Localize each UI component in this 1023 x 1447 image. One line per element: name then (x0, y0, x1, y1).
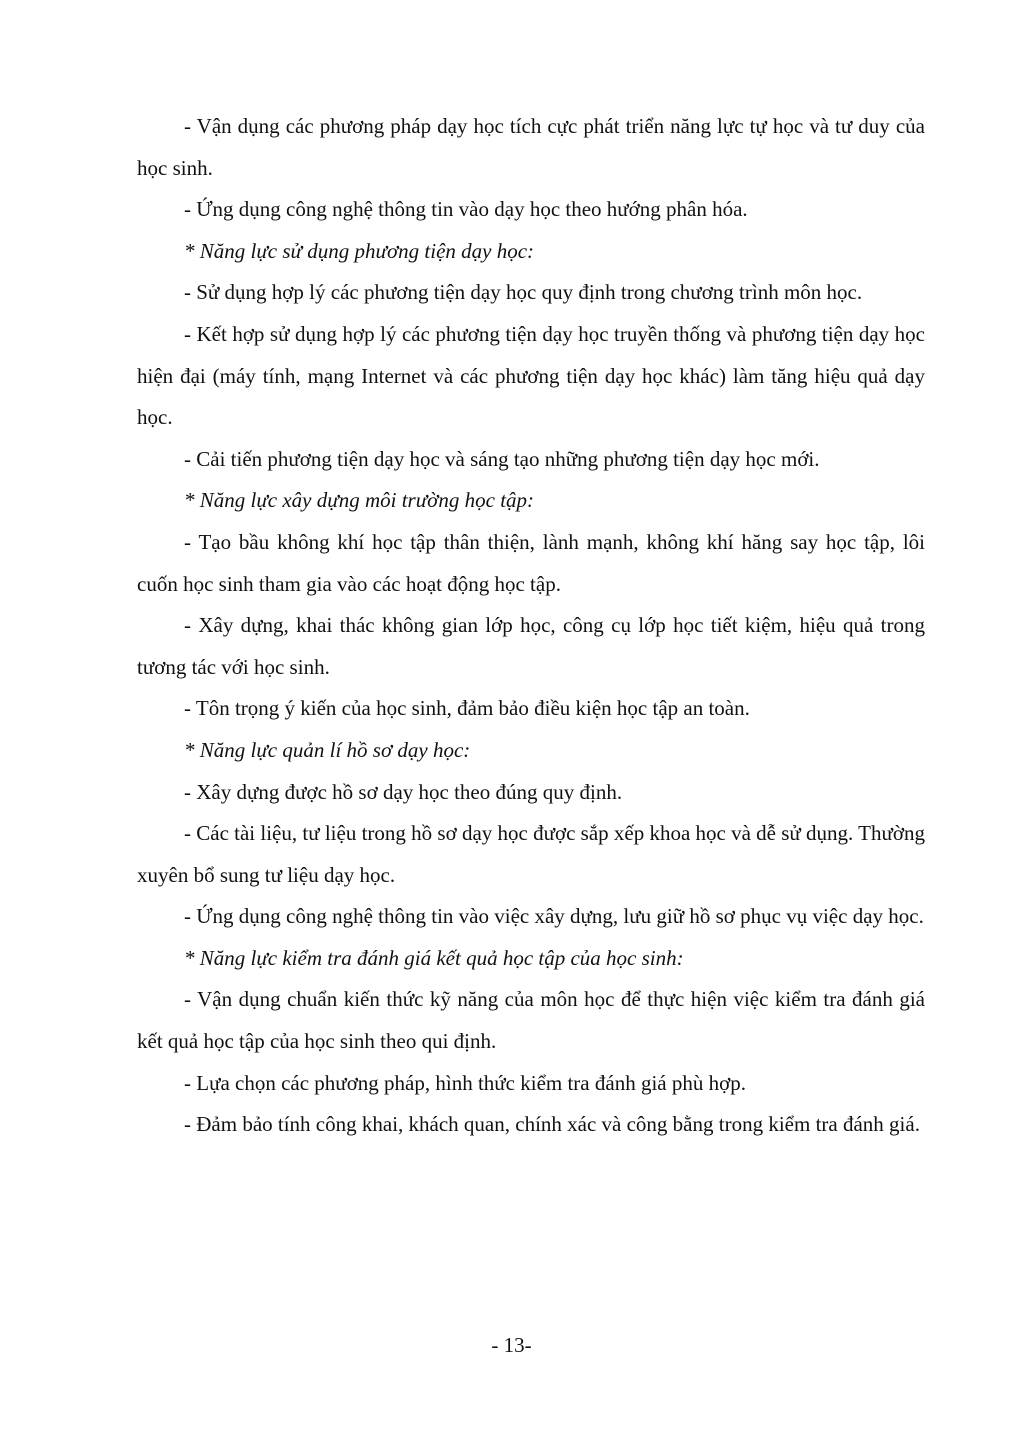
paragraph: - Ứng dụng công nghệ thông tin vào dạy học theo hướng phân hóa. (184, 197, 748, 222)
section-heading: * Năng lực sử dụng phương tiện dạy học: (184, 238, 535, 263)
paragraph: - Xây dựng, khai thác không gian lớp học, công cụ lớp học tiết kiệm, hiệu quả trong tương tác với học sinh. (137, 613, 925, 679)
paragraph: - Các tài liệu, tư liệu trong hồ sơ dạy học được sắp xếp khoa học và dễ sử dụng. Thường xuyên bổ sung tư liệu dạy học. (137, 821, 925, 887)
paragraph: - Tôn trọng ý kiến của học sinh, đảm bảo điều kiện học tập an toàn. (184, 696, 750, 721)
document-body (137, 106, 925, 1146)
paragraph: - Ứng dụng công nghệ thông tin vào việc xây dựng, lưu giữ hồ sơ phục vụ việc dạy học. (184, 904, 924, 929)
paragraph: - Tạo bầu không khí học tập thân thiện, lành mạnh, không khí hăng say học tập, lôi cuốn học sinh tham gia vào các hoạt động học tập. (137, 529, 925, 596)
paragraph: - Vận dụng chuẩn kiến thức kỹ năng của môn học để thực hiện việc kiểm tra đánh giá kết quả học tập của học sinh theo qui định. (137, 987, 925, 1054)
paragraph: - Cải tiến phương tiện dạy học và sáng tạo những phương tiện dạy học mới. (184, 446, 820, 471)
section-heading: * Năng lực kiểm tra đánh giá kết quả học tập của học sinh: (184, 945, 684, 970)
paragraph: - Vận dụng các phương pháp dạy học tích cực phát triển năng lực tự học và tư duy của học sinh. (137, 114, 925, 180)
section-heading: * Năng lực xây dựng môi trường học tập: (184, 488, 535, 513)
paragraph: - Kết hợp sử dụng hợp lý các phương tiện dạy học truyền thống và phương tiện dạy học hiện đại (máy tính, mạng Internet và các phương tiện dạy học khác) làm tăng hiệu quả dạy học. (137, 321, 925, 430)
section-heading: * Năng lực quản lí hồ sơ dạy học: (184, 737, 471, 762)
paragraph: - Sử dụng hợp lý các phương tiện dạy học quy định trong chương trình môn học. (184, 280, 863, 305)
page-number: - 13- (491, 1333, 532, 1357)
paragraph: - Xây dựng được hồ sơ dạy học theo đúng quy định. (184, 779, 623, 804)
paragraph: - Đảm bảo tính công khai, khách quan, chính xác và công bằng trong kiểm tra đánh giá. (184, 1112, 920, 1137)
paragraph: - Lựa chọn các phương pháp, hình thức kiểm tra đánh giá phù hợp. (184, 1070, 746, 1095)
